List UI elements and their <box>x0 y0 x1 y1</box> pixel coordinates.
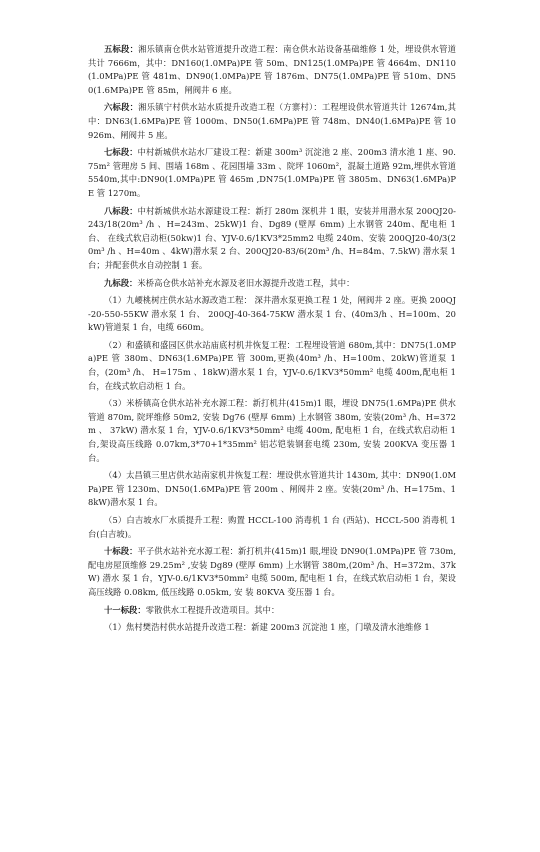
section-label: 十一标段： <box>104 604 146 615</box>
section-label: 十标段： <box>104 546 138 557</box>
list-item: （4）太昌镇三里店供水站南家机井恢复工程：埋设供水管道共计 1430m, 其中：DN90(1.0MPa)PE 管 1230m、DN50(1.6MPa)PE 管 200m 、闸阀井 2 座。安装(20m³ /h、H=175m、18kW)潜水泵 1 台。 <box>88 470 456 508</box>
section-7 <box>88 146 456 200</box>
list-item: （3）米桥镇高仓供水站补充水源工程：新打机井(415m)1 眼，埋设 DN75(1.6MPa)PE 供水管道 870m, 院坪维修 50m2, 安装 Dg76 (壁厚 6mm) 上水钢管 380m, 安装(20m³ /h、H=372m 、 37kW) 潜水泵 1 台，YJV-0.6/1KV3*50mm² 电缆 400m, 配电柜 1 台，在线式软启动柜 1 台,架设高压线路 0.07km,3*70+1*35mm² 铝芯铠装钢套电缆 230m, 安装 200KVA 变压器 1 台。 <box>88 398 456 463</box>
section-text: 中村新城供水站水源建设工程：新打 280m 深机井 1 眼，安装并用潜水泵 200QJ20-243/18(20m³ /h 、H=243m、25kW)1 台、Dg89 (壁厚 6mm) 上水钢管 240m、配电柜 1 台、 在线式软启动柜(50kw)1 台、YJV-0.6/1KV3*25mm2 电缆 240m、安装 200QJ20-40/3(20m³ /h 、H=40m 、4kW)潜水泵 2 台、200QJ20-83/6(20m³ /h、H=84m、7.5kW) 潜水泵 1 台；并配套供水自动控制 1 套。 <box>88 205 457 270</box>
section-6 <box>88 101 456 142</box>
section-label: 九标段： <box>104 277 138 288</box>
section-11 <box>88 604 456 618</box>
list-item: （2）和盛镇和盛园区供水站庙底村机井恢复工程：工程埋设管道 680m,其中：DN75(1.0MPa)PE 管 380m、DN63(1.6MPa)PE 管 300m,更换(40m³ /h、H=100m、20kW)管道泵 1 台，(20m³ /h、 H=175m 、18kW)潜水泵 1 台，YJV-0.6/1KV3*50mm² 电缆 400m,配电柜 1 台，在线式软启动柜 1 台。 <box>88 339 456 391</box>
section-text: 湘乐镇南仓供水站管道提升改造工程：南仓供水站设备基础维修 1 处，埋设供水管道共计 7666m，其中：DN160(1.0MPa)PE 管 50m、DN125(1.0MPa)PE 管 4664m、DN110(1.0MPa)PE 管 481m、DN90(1.0MPa)PE 管 1876m、DN75(1.0MPa)PE 管 510m、DN50(1.6MPa)PE 管 85m，闸阀井 6 座。 <box>88 44 457 95</box>
section-text: 米桥高仓供水站补充水源及老旧水源提升改造工程，其中： <box>137 277 355 288</box>
section-text: 中村新城供水站水厂建设工程：新建 300m³ 沉淀池 2 座、200m3 清水池 1 座、90.75m² 管理房 5 间、围墙 168m 、花园围墙 33m 、院坪 1060m²，混凝土道路 92m,埋供水管道 5540m,其中:DN90(1.0MPa)PE 管 465m ,DN75(1.0MPa)PE 管 3805m、DN63(1.6MPa)PE 管 1270m。 <box>88 147 456 198</box>
section-9 <box>88 277 456 291</box>
section-text: 湘乐镇宁村供水站水质提升改造工程（方寨村）：工程埋设供水管道共计 12674m,其中：DN63(1.6MPa)PE 管 1000m、DN50(1.6MPa)PE 管 748m、DN40(1.6MPa)PE 管 10926m、闸阀井 5 座。 <box>88 102 456 140</box>
section-5 <box>88 43 456 97</box>
section-text: 平子供水站补充水源工程：新打机井(415m)1 眼,埋设 DN90(1.0MPa)PE 管 730m,配电房屋顶维修 29.25m² ,安装 Dg89 (壁厚 6mm) 上水钢管 380m,(20m³ /h、H=372m、37kW) 潜水 泵 1 台，YJV-0.6/1KV3*50mm² 电缆 500m, 配电柜 1 台，在线式软启动柜 1 台，架设高压线路 0.08km, 低压线路 0.05km, 安 装 80KVA 变压器 1 台。 <box>88 546 457 597</box>
list-item: （1）焦村樊浩村供水站提升改造工程：新建 200m3 沉淀池 1 座，门墩及清水池维修 1 <box>104 622 430 633</box>
section-10 <box>88 545 456 599</box>
list-item: （1）九崾桃树庄供水站水源改造工程： 深井潜水泵更换工程 1 处，闸阀井 2 座。更换 200QJ-20-550-55KW 潜水泵 1 台、 200QJ-40-364-75KW 潜水泵 1 台、(40m3/h 、H=100m、20kW)管道泵 1 台，电缆 660m。 <box>88 295 456 333</box>
section-label: 六标段： <box>104 102 139 113</box>
section-text: 零散供水工程提升改造项目。其中： <box>145 604 280 615</box>
list-item: （5）白吉坡水厂水质提升工程：购置 HCCL-100 消毒机 1 台 (西站)、HCCL-500 消毒机 1 台(白吉坡)。 <box>88 515 456 539</box>
section-label: 七标段： <box>104 147 138 158</box>
document-body <box>88 43 456 639</box>
section-label: 五标段： <box>104 44 139 54</box>
section-label: 八标段： <box>104 205 138 216</box>
section-8 <box>88 205 456 273</box>
